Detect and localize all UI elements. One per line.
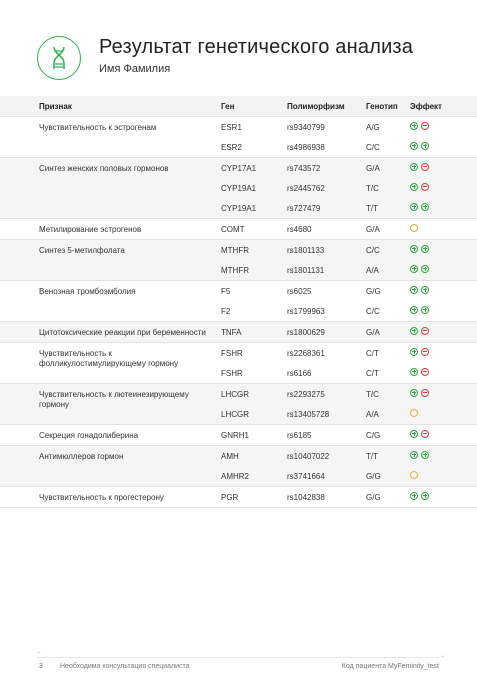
- crop-mark-right: ⌐: [441, 654, 445, 660]
- trait-group: [0, 321, 477, 342]
- table-row: [0, 260, 477, 280]
- gene-cell: AMH: [221, 452, 239, 461]
- plus-circle-icon: [410, 183, 418, 191]
- gene-cell: TNFA: [221, 328, 242, 337]
- trait-group: [0, 218, 477, 239]
- minus-circle-icon: [421, 183, 429, 191]
- effect-cell: [410, 326, 432, 335]
- table-row: [0, 281, 477, 301]
- plus-circle-icon: [410, 492, 418, 500]
- effect-cell: [410, 429, 432, 438]
- report-header: [37, 36, 457, 86]
- effect-cell: [410, 162, 432, 171]
- trait-label: Чувствительность к прогестерону: [39, 493, 164, 502]
- table-row: [0, 363, 477, 383]
- page-number: 3: [39, 663, 43, 670]
- genotype-cell: C/C: [366, 246, 380, 255]
- table-row: [0, 466, 477, 486]
- trait-label: Антимюллеров гормон: [39, 452, 124, 461]
- effect-cell: [410, 470, 421, 479]
- header-trait: Признак: [39, 102, 72, 111]
- snp-cell: rs4986938: [287, 143, 325, 152]
- header-snp: Полиморфизм: [287, 102, 345, 111]
- gene-cell: MTHFR: [221, 266, 249, 275]
- table-row: [0, 301, 477, 321]
- snp-cell: rs3741664: [287, 472, 325, 481]
- dna-icon: [46, 45, 72, 71]
- effect-cell: [410, 388, 432, 397]
- table-row: [0, 487, 477, 507]
- trait-label: Цитотоксические реакции при беременности: [39, 328, 206, 337]
- gene-cell: FSHR: [221, 369, 243, 378]
- table-row: [0, 219, 477, 239]
- patient-code: Код пациента MyFeminity_test: [341, 663, 439, 670]
- plus-circle-icon: [410, 368, 418, 376]
- table-row: [0, 384, 477, 404]
- table-bottom-border: [0, 507, 477, 508]
- snp-cell: rs743572: [287, 164, 321, 173]
- footer-divider: [37, 657, 440, 658]
- table-row: [0, 117, 477, 137]
- gene-cell: ESR2: [221, 143, 242, 152]
- gene-cell: AMHR2: [221, 472, 250, 481]
- effect-cell: [410, 182, 432, 191]
- snp-cell: rs6025: [287, 287, 312, 296]
- table-row: [0, 198, 477, 218]
- effect-cell: [410, 491, 432, 500]
- plus-circle-icon: [421, 286, 429, 294]
- genotype-cell: A/A: [366, 410, 379, 419]
- trait-group: [0, 280, 477, 321]
- plus-circle-icon: [410, 245, 418, 253]
- minus-circle-icon: [421, 163, 429, 171]
- genotype-cell: G/A: [366, 328, 380, 337]
- genotype-cell: C/T: [366, 349, 379, 358]
- gene-cell: PGR: [221, 493, 239, 502]
- table-row: [0, 322, 477, 342]
- footer-note: Необходима консультация специалиста: [60, 663, 190, 670]
- minus-circle-icon: [421, 122, 429, 130]
- genotype-cell: C/C: [366, 307, 380, 316]
- snp-cell: rs2268361: [287, 349, 325, 358]
- genotype-cell: G/A: [366, 164, 380, 173]
- plus-circle-icon: [421, 203, 429, 211]
- header-gene: Ген: [221, 102, 235, 111]
- table-row: [0, 240, 477, 260]
- plus-circle-icon: [410, 348, 418, 356]
- plus-circle-icon: [410, 203, 418, 211]
- minus-circle-icon: [421, 368, 429, 376]
- trait-label: Метилирование эстрогенов: [39, 225, 142, 234]
- plus-circle-icon: [421, 306, 429, 314]
- plus-circle-icon: [421, 265, 429, 273]
- genotype-cell: T/C: [366, 184, 379, 193]
- crop-mark-left: ⌐: [37, 650, 41, 656]
- trait-label: Синтез 5-метилфолата: [39, 246, 125, 255]
- genotype-cell: T/C: [366, 390, 379, 399]
- genotype-cell: G/A: [366, 225, 380, 234]
- trait-label: Чувствительность к лютеинезирующему гормону: [39, 390, 189, 409]
- trait-group: [0, 342, 477, 383]
- trait-group: [0, 239, 477, 280]
- effect-cell: [410, 121, 432, 130]
- genotype-cell: G/G: [366, 287, 381, 296]
- trait-label: Чувствительность к эстрогенам: [39, 123, 157, 132]
- trait-group: [0, 383, 477, 424]
- genotype-cell: A/A: [366, 266, 379, 275]
- table-row: [0, 137, 477, 157]
- plus-circle-icon: [410, 306, 418, 314]
- table-row: [0, 404, 477, 424]
- plus-circle-icon: [410, 286, 418, 294]
- gene-cell: MTHFR: [221, 246, 249, 255]
- trait-label: Венозная тромбоэмболия: [39, 287, 136, 296]
- trait-group: [0, 116, 477, 157]
- header-effect: Эффект: [410, 102, 442, 111]
- gene-cell: F2: [221, 307, 231, 316]
- trait-label: Синтез женских половых гормонов: [39, 164, 169, 173]
- effect-cell: [410, 264, 432, 273]
- trait-label: Секреция гонадолиберина: [39, 431, 139, 440]
- neutral-circle-icon: [410, 224, 418, 232]
- genotype-cell: C/G: [366, 431, 381, 440]
- genotype-cell: T/T: [366, 204, 378, 213]
- plus-circle-icon: [421, 492, 429, 500]
- table-row: [0, 343, 477, 363]
- genotype-cell: C/T: [366, 369, 379, 378]
- plus-circle-icon: [410, 163, 418, 171]
- patient-name: Имя Фамилия: [99, 63, 171, 75]
- plus-circle-icon: [410, 430, 418, 438]
- effect-cell: [410, 347, 432, 356]
- plus-circle-icon: [410, 389, 418, 397]
- snp-cell: rs1799963: [287, 307, 325, 316]
- gene-cell: CYP17A1: [221, 164, 257, 173]
- genotype-cell: C/C: [366, 143, 380, 152]
- genotype-cell: G/G: [366, 472, 381, 481]
- trait-group: [0, 424, 477, 445]
- snp-cell: rs2293275: [287, 390, 325, 399]
- effect-cell: [410, 305, 432, 314]
- minus-circle-icon: [421, 348, 429, 356]
- gene-cell: F5: [221, 287, 231, 296]
- gene-cell: ESR1: [221, 123, 242, 132]
- effect-cell: [410, 244, 432, 253]
- gene-cell: GNRH1: [221, 431, 250, 440]
- table-row: [0, 446, 477, 466]
- neutral-circle-icon: [410, 471, 418, 479]
- genotype-cell: G/G: [366, 493, 381, 502]
- snp-cell: rs10407022: [287, 452, 330, 461]
- trait-label: Чувствительность к фолликулостимулирующему гормону: [39, 349, 179, 368]
- gene-cell: CYP19A1: [221, 204, 257, 213]
- minus-circle-icon: [421, 327, 429, 335]
- minus-circle-icon: [421, 430, 429, 438]
- minus-circle-icon: [421, 389, 429, 397]
- snp-cell: rs6185: [287, 431, 312, 440]
- plus-circle-icon: [410, 122, 418, 130]
- genotype-cell: T/T: [366, 452, 378, 461]
- plus-circle-icon: [410, 142, 418, 150]
- gene-cell: CYP19A1: [221, 184, 257, 193]
- effect-cell: [410, 450, 432, 459]
- effect-cell: [410, 223, 421, 232]
- snp-cell: rs1800629: [287, 328, 325, 337]
- snp-cell: rs1801133: [287, 246, 325, 255]
- effect-cell: [410, 141, 432, 150]
- plus-circle-icon: [410, 451, 418, 459]
- snp-cell: rs1801131: [287, 266, 325, 275]
- gene-cell: LHCGR: [221, 410, 250, 419]
- table-row: [0, 425, 477, 445]
- effect-cell: [410, 367, 432, 376]
- gene-cell: FSHR: [221, 349, 243, 358]
- trait-group: [0, 486, 477, 507]
- snp-cell: rs2445762: [287, 184, 325, 193]
- table-body: [0, 116, 477, 507]
- snp-cell: rs1042838: [287, 493, 325, 502]
- effect-cell: [410, 408, 421, 417]
- header-genotype: Генотип: [366, 102, 398, 111]
- page-title: Результат генетического анализа: [99, 36, 414, 58]
- neutral-circle-icon: [410, 409, 418, 417]
- plus-circle-icon: [421, 451, 429, 459]
- logo: [37, 36, 81, 80]
- plus-circle-icon: [410, 327, 418, 335]
- snp-cell: rs9340799: [287, 123, 325, 132]
- plus-circle-icon: [410, 265, 418, 273]
- plus-circle-icon: [421, 142, 429, 150]
- effect-cell: [410, 202, 432, 211]
- genotype-cell: A/G: [366, 123, 380, 132]
- trait-group: [0, 445, 477, 486]
- trait-group: [0, 157, 477, 218]
- snp-cell: rs727479: [287, 204, 321, 213]
- results-table: [0, 96, 477, 508]
- snp-cell: rs13405728: [287, 410, 330, 419]
- table-row: [0, 178, 477, 198]
- gene-cell: COMT: [221, 225, 245, 234]
- effect-cell: [410, 285, 432, 294]
- snp-cell: rs6166: [287, 369, 312, 378]
- plus-circle-icon: [421, 245, 429, 253]
- snp-cell: rs4680: [287, 225, 312, 234]
- table-header: [0, 96, 477, 116]
- gene-cell: LHCGR: [221, 390, 250, 399]
- table-row: [0, 158, 477, 178]
